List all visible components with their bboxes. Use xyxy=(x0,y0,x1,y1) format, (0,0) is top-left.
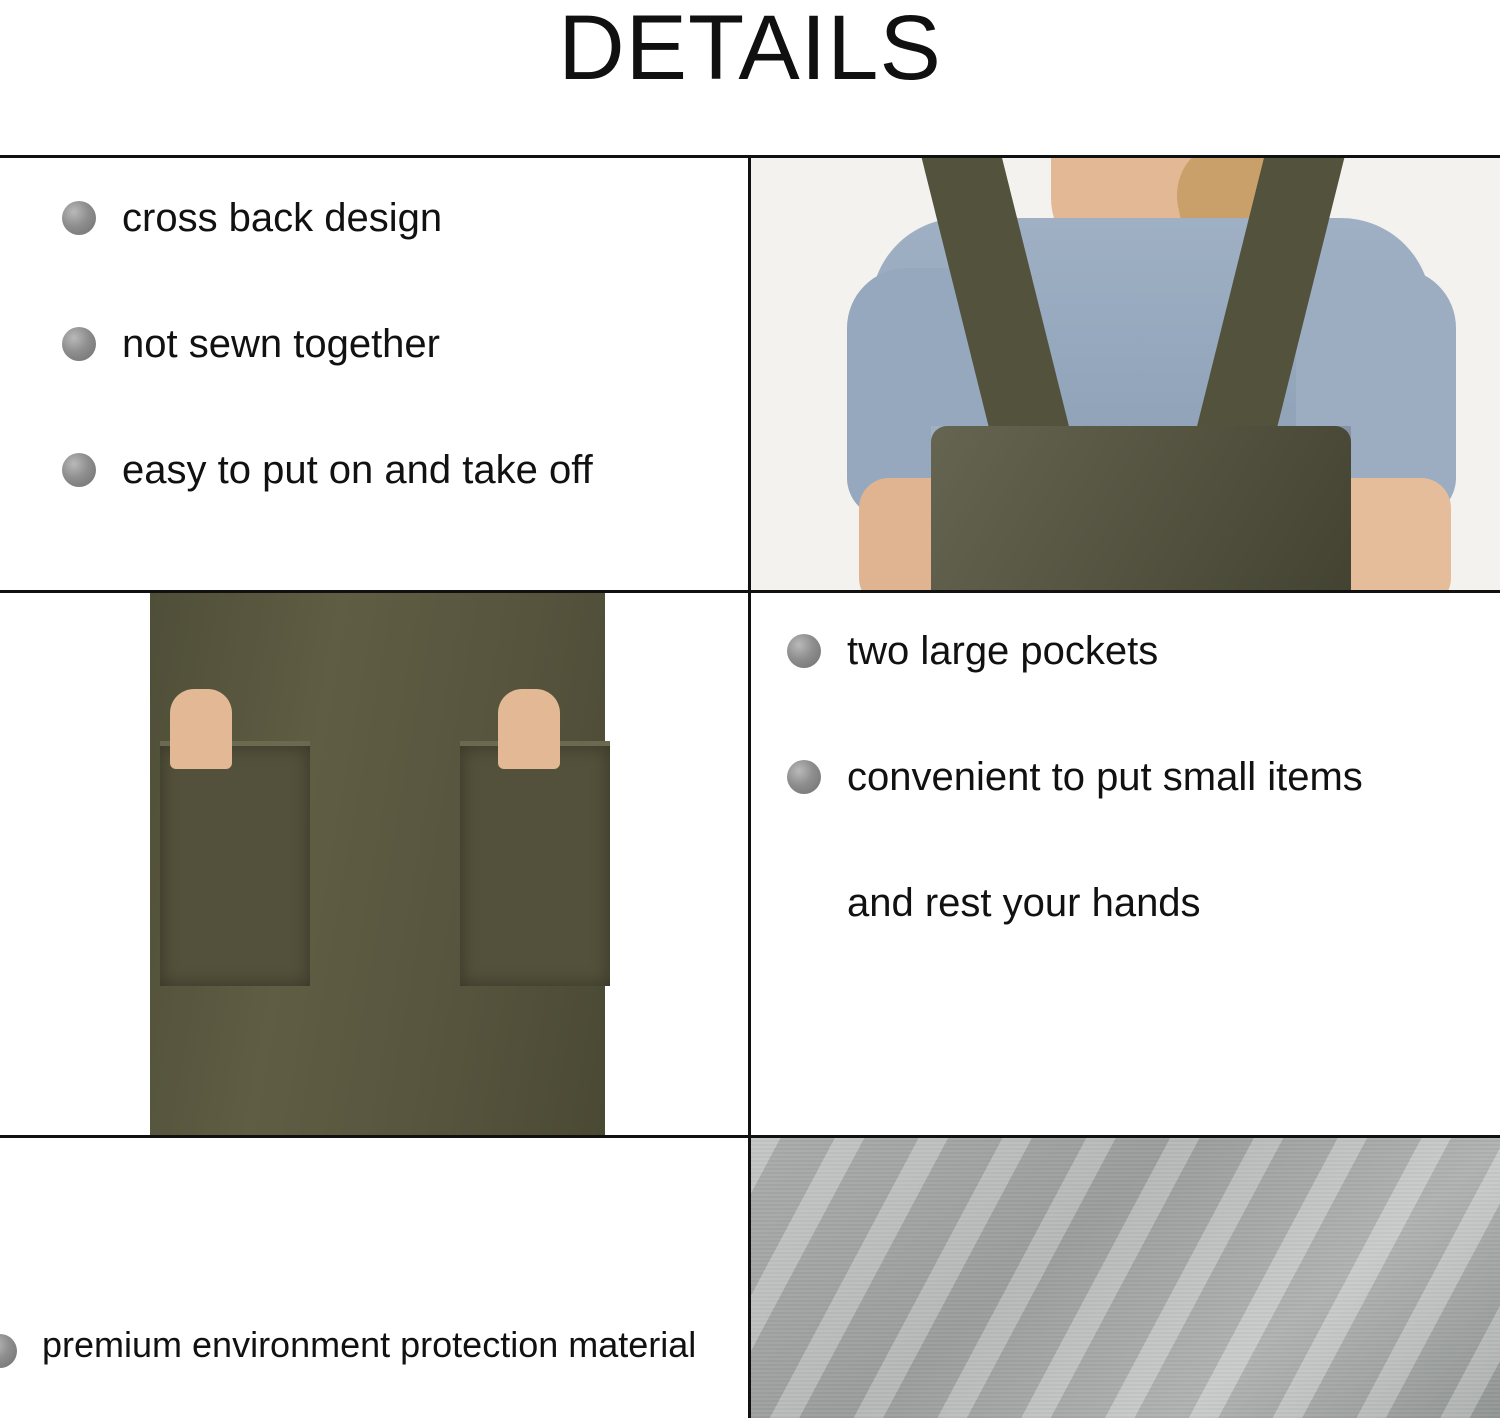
bullet-label: easy to put on and take off xyxy=(122,448,593,492)
model-hand-right xyxy=(498,689,560,769)
bullet-dot-icon xyxy=(62,453,96,487)
apron-model-photo xyxy=(751,158,1500,590)
list-item xyxy=(62,196,748,240)
page-title: DETAILS xyxy=(558,0,942,99)
model-hand-left xyxy=(170,689,232,769)
material-label: premium environment protection material xyxy=(42,1324,697,1365)
pockets-photo-panel xyxy=(0,593,748,1138)
bullet-dot-icon xyxy=(787,760,821,794)
pockets-text-panel xyxy=(748,593,1500,1138)
bullet-dot-icon xyxy=(62,327,96,361)
bullet-dot-icon xyxy=(787,634,821,668)
photo-margin-left xyxy=(0,593,150,1138)
cross-back-bullet-list xyxy=(0,158,748,590)
apron-bib-shading xyxy=(931,426,1351,590)
bullet-dot-icon xyxy=(0,1334,17,1368)
cross-back-text-panel xyxy=(0,158,748,590)
bullet-dot-icon xyxy=(62,201,96,235)
photo-margin-right xyxy=(605,593,748,1138)
bullet-label: cross back design xyxy=(122,196,443,240)
details-grid xyxy=(0,155,1500,1415)
apron-pocket-left xyxy=(160,741,310,986)
pockets-bullet-list xyxy=(751,593,1500,926)
bullet-label: convenient to put small items xyxy=(847,755,1363,799)
bullet-continuation-label: and rest your hands xyxy=(847,881,1201,925)
model-photo-panel xyxy=(748,158,1500,590)
bullet-label: two large pockets xyxy=(847,629,1159,673)
list-item xyxy=(62,322,748,366)
grid-row-1 xyxy=(0,158,1500,590)
list-item xyxy=(787,755,1500,799)
fabric-photo-panel xyxy=(748,1138,1500,1418)
list-item xyxy=(62,448,748,492)
apron-pockets-photo xyxy=(0,593,748,1138)
bullet-label: not sewn together xyxy=(122,322,440,366)
fabric-texture-photo xyxy=(751,1138,1500,1418)
grid-row-2 xyxy=(0,590,1500,1138)
list-item xyxy=(787,629,1500,673)
header xyxy=(0,0,1500,150)
material-text-panel xyxy=(0,1138,748,1418)
grid-row-3 xyxy=(0,1135,1500,1418)
apron-pocket-right xyxy=(460,741,610,986)
material-caption xyxy=(0,1138,748,1418)
